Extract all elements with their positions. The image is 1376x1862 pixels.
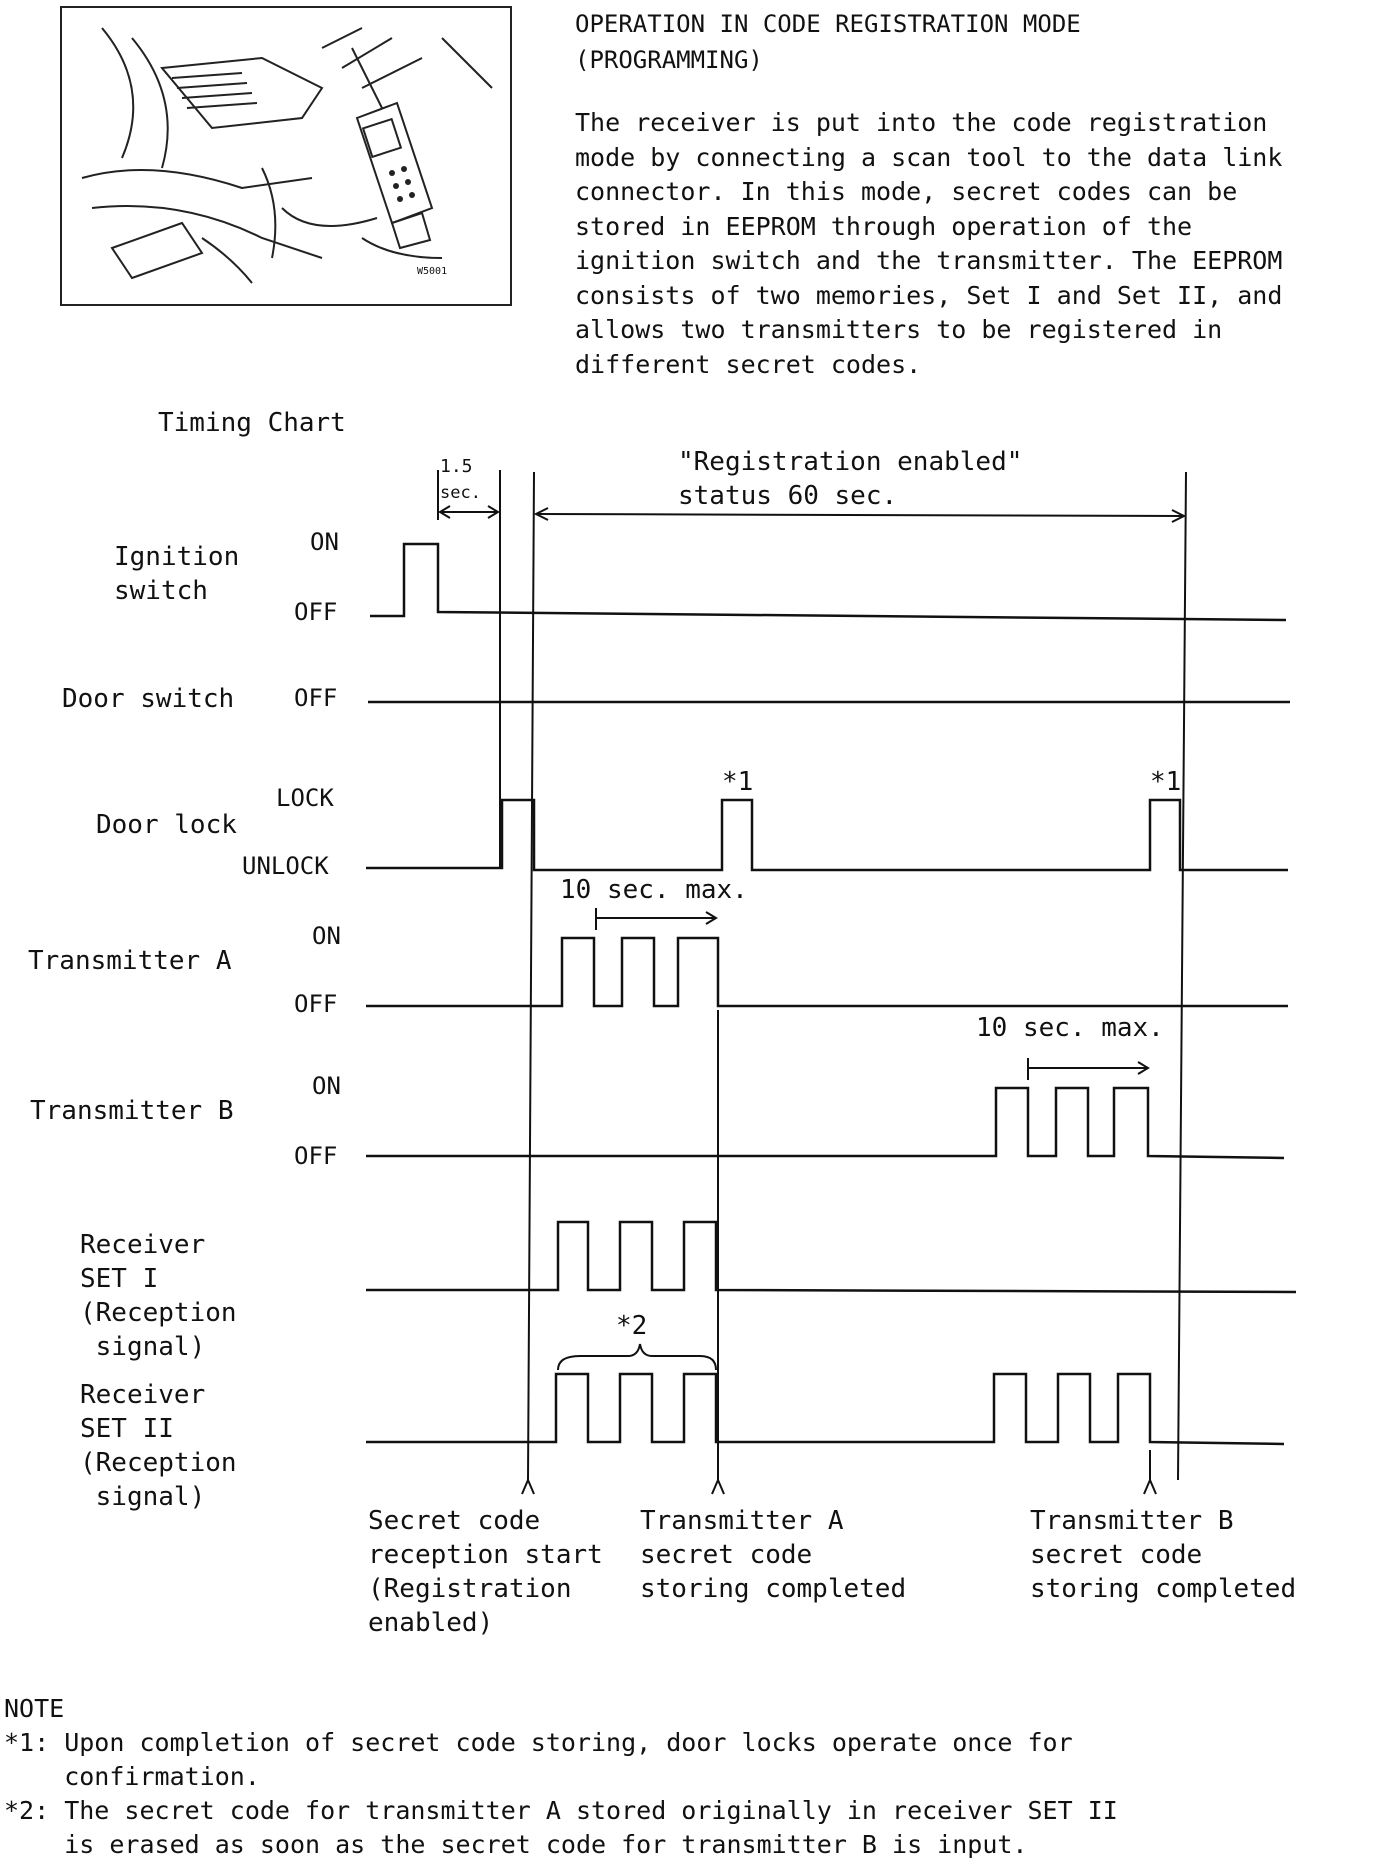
ignition-on-level: ON: [310, 528, 339, 556]
event-a-line: storing completed: [640, 1574, 907, 1604]
rx2-label-line4: signal): [80, 1482, 206, 1512]
intro-line: connector. In this mode, secret codes can be: [575, 177, 1238, 206]
event-a-caption: [640, 1504, 906, 1606]
mark2-label: *2: [616, 1311, 648, 1341]
ignition-label-line2: switch: [114, 576, 208, 606]
rx1-label-line1: Receiver: [80, 1230, 206, 1260]
note-1-line1: *1: Upon completion of secret code storing, door locks operate once for: [4, 1728, 1073, 1757]
rx2-label: [80, 1378, 237, 1514]
intro-line: different secret codes.: [575, 349, 922, 379]
interval-60s-label: "Registration enabled": [678, 447, 1023, 477]
door-switch-off-level: OFF: [294, 684, 338, 712]
rx1-label-line2: SET I: [80, 1264, 159, 1294]
tx-b-waveform: [366, 1088, 1284, 1158]
event-b-line: secret code: [1030, 1540, 1203, 1570]
event-b-arrow: [1144, 1480, 1156, 1494]
door-lock-lock-level: LOCK: [276, 784, 334, 812]
event-b-line: storing completed: [1030, 1574, 1297, 1604]
title-line-2: (PROGRAMMING): [575, 46, 763, 74]
interval-a-label: 10 sec. max.: [560, 875, 748, 905]
note-2-line2: is erased as soon as the secret code for transmitter B is input.: [4, 1830, 1028, 1859]
event-b-caption: [1030, 1504, 1296, 1606]
mark2-brace: [558, 1344, 716, 1370]
mark1-label: *1: [722, 767, 754, 797]
event-a-line: Transmitter A: [640, 1506, 844, 1536]
interval-60s-line: [536, 514, 1184, 516]
intro-line: mode by connecting a scan tool to the data link: [575, 142, 1283, 172]
interval-b-label: 10 sec. max.: [976, 1013, 1164, 1043]
note-2-line1: *2: The secret code for transmitter A stored originally in receiver SET II: [4, 1796, 1118, 1825]
rx2-label-line3: (Reception: [80, 1448, 237, 1478]
tx-a-on-level: ON: [312, 922, 341, 950]
ignition-label-line1: Ignition: [114, 542, 240, 572]
rx1-waveform: [366, 1222, 1296, 1292]
intro-line: ignition switch and the transmitter. The EEPROM: [575, 246, 1283, 275]
door-switch-label: Door switch: [62, 684, 235, 714]
marker-start: [528, 472, 534, 1480]
marker-60s-end: [1178, 472, 1186, 1480]
tx-b-label: Transmitter B: [30, 1096, 234, 1126]
event-start-line: Secret code: [368, 1506, 541, 1536]
tx-b-off-level: OFF: [294, 1142, 338, 1170]
illustration-code: W5001: [417, 266, 448, 277]
intro-line: allows two transmitters to be registered in: [575, 315, 1223, 344]
tx-a-off-level: OFF: [294, 990, 338, 1018]
title-line-1: OPERATION IN CODE REGISTRATION MODE: [575, 10, 1081, 38]
rx1-label-line4: signal): [80, 1332, 206, 1362]
event-a-arrow: [712, 1480, 724, 1494]
notes-section: [4, 1692, 1118, 1862]
door-lock-waveform: [366, 800, 1288, 870]
interval-1-5s-label: 1.5: [440, 456, 473, 477]
rx1-label-line3: (Reception: [80, 1298, 237, 1328]
event-start-arrow: [522, 1480, 534, 1494]
note-1-line2: confirmation.: [4, 1762, 260, 1791]
event-a-line: secret code: [640, 1540, 813, 1570]
interval-1-5s-unit: sec.: [440, 483, 481, 503]
intro-line: The receiver is put into the code registration: [575, 108, 1268, 137]
event-start-caption: [368, 1504, 603, 1640]
tx-a-waveform: [366, 938, 1288, 1006]
rx2-label-line1: Receiver: [80, 1380, 206, 1410]
rx2-label-line2: SET II: [80, 1414, 174, 1444]
rx1-label: [80, 1228, 237, 1364]
event-start-line: (Registration: [368, 1574, 572, 1604]
interval-60s-unit: status 60 sec.: [678, 481, 898, 511]
tx-a-label: Transmitter A: [28, 946, 232, 976]
tx-b-on-level: ON: [312, 1072, 341, 1100]
intro-line: stored in EEPROM through operation of the: [575, 211, 1193, 241]
event-start-line: enabled): [368, 1608, 494, 1638]
ignition-label: [114, 540, 239, 608]
chart-title: Timing Chart: [158, 408, 346, 438]
ignition-waveform: [370, 544, 1286, 620]
event-b-line: Transmitter B: [1030, 1506, 1234, 1536]
rx2-waveform: [366, 1374, 1284, 1444]
intro-line: consists of two memories, Set I and Set II, and: [575, 280, 1283, 310]
door-lock-unlock-level: UNLOCK: [242, 852, 329, 880]
event-start-line: reception start: [368, 1540, 603, 1570]
door-lock-label: Door lock: [96, 810, 237, 840]
notes-title: NOTE: [4, 1694, 65, 1723]
ignition-off-level: OFF: [294, 598, 338, 626]
mark1b-label: *1: [1150, 767, 1182, 797]
